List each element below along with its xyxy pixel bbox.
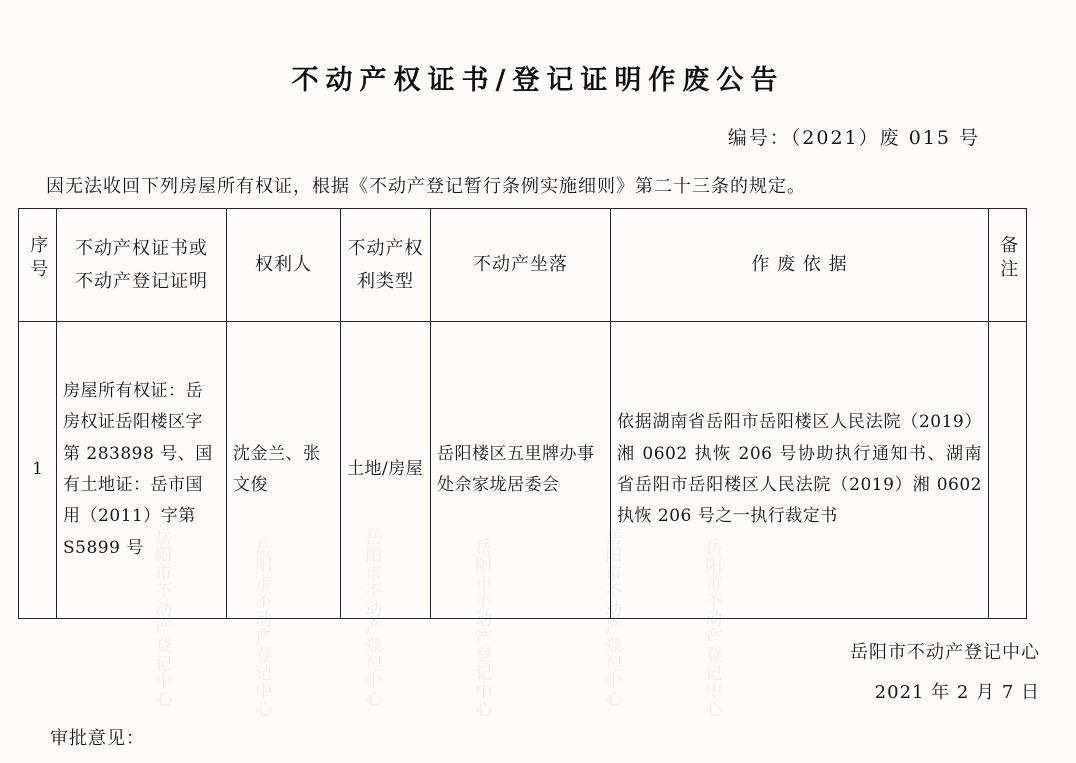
watermark-text: 岳阳市不动产登记中心 [251,538,272,718]
watermark-text: 岳阳市不动产登记中心 [701,538,722,718]
table-row [19,322,1027,619]
watermark-text: 岳阳市不动产登记中心 [361,528,382,708]
document-number-value: （2021）废 015 号 [790,127,980,149]
cell-certificate: 房屋所有权证：岳房权证岳阳楼区字第 283898 号、国有土地证：岳市国用（2011）字第 S5899 号 [57,322,227,619]
column-header-certificate [57,209,227,322]
watermark-text: 岳阳市不动产登记中心 [151,528,172,708]
page-title: 不动产权证书/登记证明作废公告 [291,65,785,96]
cell-seq: 1 [19,322,57,619]
column-header-property-type [341,209,431,322]
column-header-property-type-line2: 利类型 [357,271,414,292]
approval-label: 审批意见： [50,728,145,750]
cell-basis: 依据湖南省岳阳市岳阳楼区人民法院（2019）湘 0602 执恢 206 号协助执行通知书、湖南省岳阳市岳阳楼区人民法院（2019）湘 0602 执恢 206 号之一执行裁定书 [611,322,989,619]
column-header-location: 不动产坐落 [431,209,611,322]
issuer-name: 岳阳市不动产登记中心 [850,642,1040,663]
cell-owner: 沈金兰、张文俊 [227,322,341,619]
watermark-text: 岳阳市不动产登记中心 [601,528,622,708]
column-header-certificate-line1: 不动产权证书或 [75,237,208,259]
column-header-property-type-line1: 不动产权 [347,237,424,259]
document-content [0,58,1076,750]
cell-note [989,322,1027,619]
document-number [0,123,980,150]
document-number-label: 编号： [727,127,791,149]
column-header-seq: 序号 [19,209,57,322]
intro-paragraph: 因无法收回下列房屋所有权证，根据《不动产登记暂行条例实施细则》第二十三条的规定。 [46,176,806,197]
column-header-certificate-line2: 不动产登记证明 [75,271,208,292]
watermark-text: 岳阳市不动产登记中心 [471,538,492,718]
voided-certificates-table [18,208,1027,619]
cell-location: 岳阳楼区五里牌办事处佘家垅居委会 [431,322,611,619]
document-page [0,58,1076,763]
column-header-note: 备注 [989,209,1027,322]
column-header-owner: 权利人 [227,209,341,322]
issue-date: 2021 年 2 月 7 日 [874,681,1040,703]
table-header-row [19,209,1027,322]
column-header-basis: 作 废 依 据 [611,209,989,322]
signature-block [0,633,1040,712]
cell-property-type: 土地/房屋 [341,322,431,619]
